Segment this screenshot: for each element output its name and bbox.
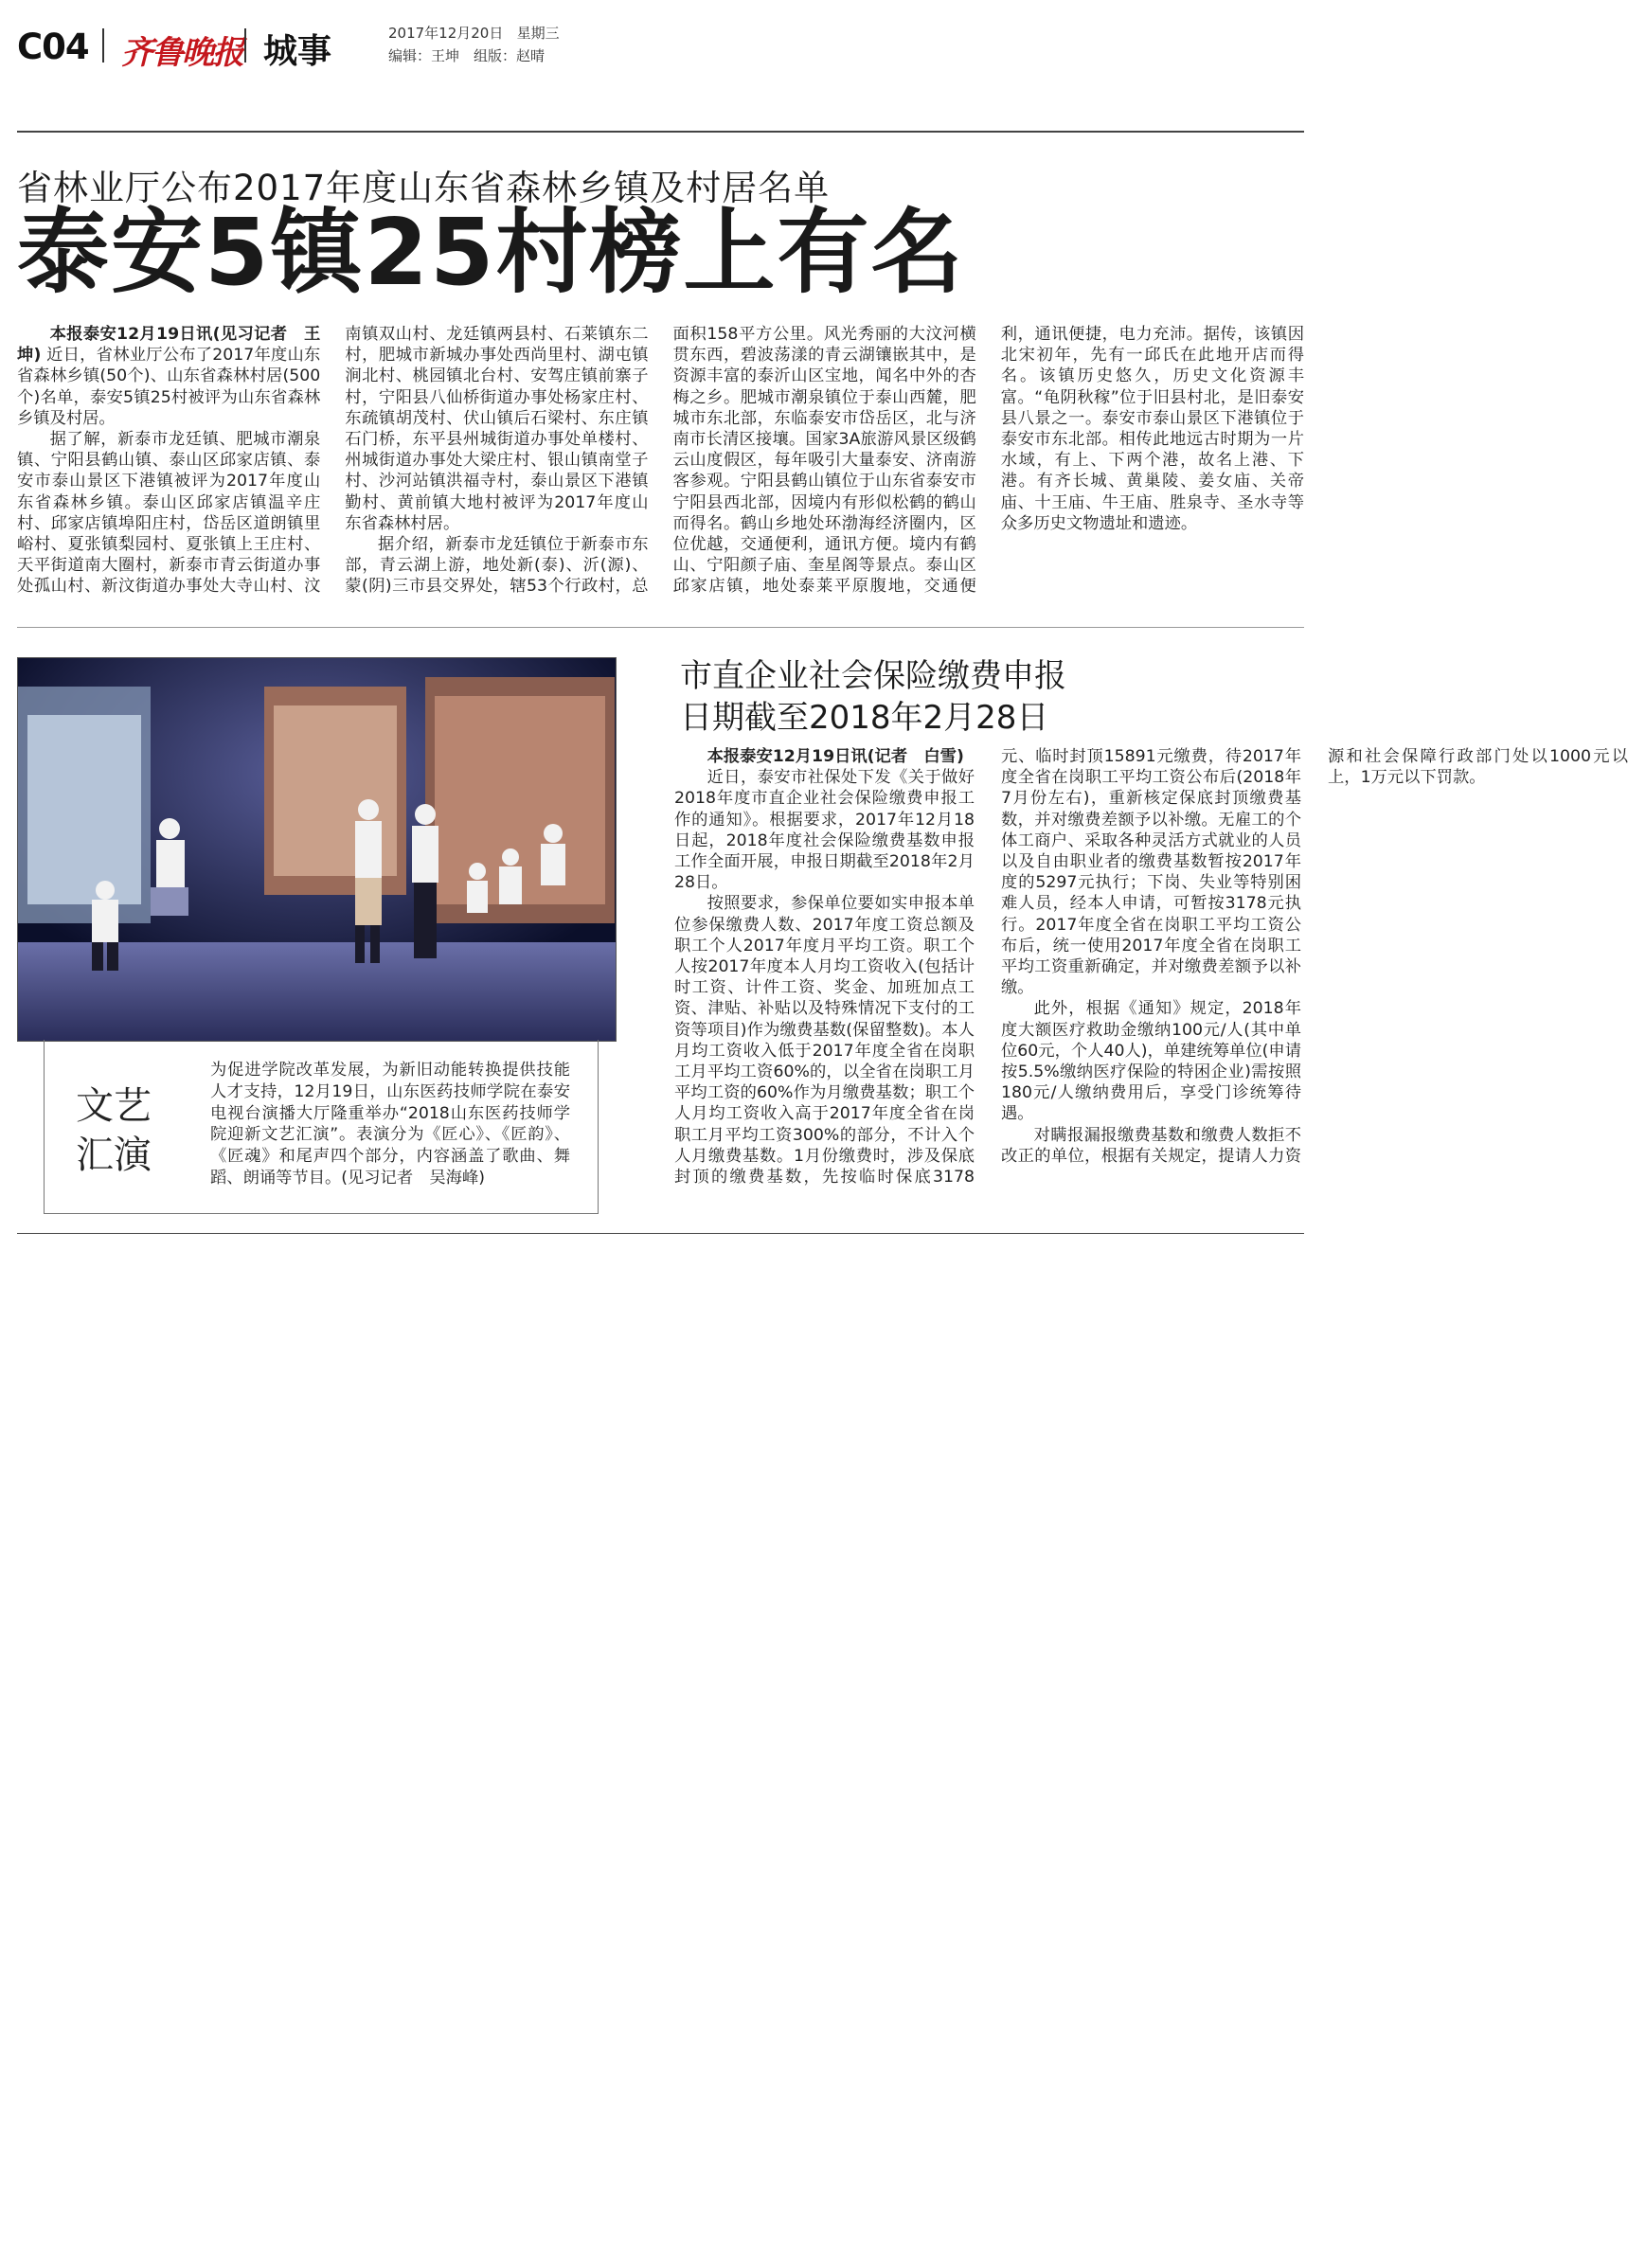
photo-caption-title: 文艺汇演 [76,1084,152,1177]
bottom-rule [17,1233,1304,1234]
date: 2017年12月20日 [388,25,504,42]
section-title: 城事 [263,32,332,71]
article2-paragraph: 对瞒报漏报缴费基数和缴费人数拒不改正的单位，根据有关规定，提请人力资源和社会保障行政部门处以1000元以上，1万元以下罚款。 [1001,747,1628,1166]
performance-photo [17,657,617,1042]
stage-illustration [18,658,616,1041]
top-rule [17,131,1304,133]
article1-paragraph: 据了解，新泰市龙廷镇、肥城市潮泉镇、宁阳县鹤山镇、泰山区邱家店镇、泰安市泰山景区下港镇被评为2017年度山东省森林乡镇。泰山区邱家店镇温辛庄村、邱家店镇埠阳庄村，岱岳区道朗镇里峪村、夏张镇梨园村、夏张镇上王庄村、天平街道南大圈村，新泰市青云街道办事处孤山村、新汶街道办事处大寺山村、汶南镇双山村、龙廷镇两县村、石莱镇东二村，肥城市新城办事处西尚里村、湖屯镇涧北村、桃园镇北台村、安驾庄镇前寨子村，宁阳县八仙桥街道办事处杨家庄村、东疏镇胡茂村、伏山镇后石梁村、东庄镇石门桥，东平县州城街道办事处单楼村、州城街道办事处大梁庄村、银山镇南堂子村、沙河站镇洪福寺村，泰山景区下港镇勤村、黄前镇大地村被评为2017年度山东省森林村居。 [17,325,649,597]
article1-lead: 近日，省林业厅公布了2017年度山东省森林乡镇(50个)、山东省森林村居(500个)名单，泰安5镇25村被评为山东省森林乡镇及村居。 [17,346,321,428]
section-rule [17,627,1304,628]
article2-text [674,746,1628,1201]
article2-title: 市直企业社会保险缴费申报 [680,657,1066,695]
article2-lead: 近日，泰安市社保处下发《关于做好2018年度市直企业社会保险缴费申报工作的通知》。根据要求，2017年12月18日起，2018年度社会保险缴费基数申报工作全面开展，申报日期截至2018年2月28日。 [674,768,975,893]
article1-byline: 本报泰安12月19日讯(见习记者 王坤) [17,325,321,366]
article-kicker: 省林业厅公布2017年度山东省森林乡镇及村居名单 [17,168,831,208]
page-number: C04 [17,27,89,67]
photo-caption: 为促进学院改革发展，为新旧动能转换提供技能人才支持，12月19日，山东医药技师学院在泰安电视台演播大厅隆重举办“2018山东医药技师学院迎新文艺汇演”。表演分为《匠心》、《匠韵》、《匠魂》和尾声四个部分，内容涵盖了歌曲、舞蹈、朗诵等节目。(见习记者 吴海峰) [210,1061,570,1188]
article1-text-col1 [17,324,1304,608]
article-headline: 泰安5镇25村榜上有名 [17,199,965,306]
article2-byline: 本报泰安12月19日讯(记者 白雪) [707,747,964,766]
newspaper-logo: 齐鲁晚报 [121,34,242,72]
editors: 编辑：王坤 组版：赵晴 [388,47,546,64]
article2-subtitle: 日期截至2018年2月28日 [680,699,1049,737]
weekday: 星期三 [516,25,560,42]
article2-paragraph: 此外，根据《通知》规定，2018年度大额医疗救助金缴纳100元/人(其中单位60元，个人40人)，单建统筹单位(申请按5.5%缴纳医疗保险的特困企业)需按照180元/人缴纳费用后，享受门诊统筹待遇。 [1001,999,1301,1124]
header-divider [102,28,104,63]
issue-date [388,23,560,43]
header-divider [244,28,246,63]
article1-paragraph: 据介绍，新泰市龙廷镇位于新泰市东部，青云湖上游，地处新(泰)、沂(源)、蒙(阴)三市县交界处，辖53个行政村，总面积158平方公里。风光秀丽的大汶河横贯东西，碧波荡漾的青云湖镶嵌其中，是资源丰富的泰沂山区宝地，闻名中外的杏梅之乡。肥城市潮泉镇位于泰山西麓，肥城市东北部，东临泰安市岱岳区，北与济南市长清区接壤。国家3A旅游风景区级鹤云山度假区，每年吸引大量泰安、济南游客参观。宁阳县鹤山镇位于山东省泰安市宁阳县西北部，因境内有形似松鹤的鹤山而得名。鹤山乡地处环渤海经济圈内，区位优越，交通便利，通讯方便。境内有鹤山、宁阳颜子庙、奎星阁等景点。泰山区邱家店镇，地处泰莱平原腹地，交通便利，通讯便捷，电力充沛。据传，该镇因北宋初年，先有一邱氏在此地开店而得名。该镇历史悠久，历史文化资源丰富。“龟阴秋稼”位于旧县村北，是旧泰安县八景之一。泰安市泰山景区下港镇位于泰安市东北部。相传此地远古时期为一片水域，有上、下两个港，故名上港、下港。有齐长城、黄巢陵、姜女庙、关帝庙、十王庙、牛王庙、胜泉寺、圣水寺等众多历史文物遗址和遗迹。 [345,325,1304,597]
article2-paragraph: 按照要求，参保单位要如实申报本单位参保缴费人数、2017年度工资总额及职工个人2017年度月平均工资。职工个人按2017年度本人月均工资收入(包括计时工资、计件工资、奖金、加班加点工资、津贴、补贴以及特殊情况下支付的工资等项目)作为缴费基数(保留整数)。本人月均工资收入低于2017年度全省在岗职工月平均工资60%的，以全省在岗职工月平均工资的60%作为月缴费基数；职工个人月均工资收入高于2017年度全省在岗职工月平均工资300%的部分，不计入个人月缴费基数。1月份缴费时，涉及保底封顶的缴费基数，先按临时保底3178元、临时封顶15891元缴费，待2017年度全省在岗职工平均工资公布后(2018年7月份左右)，重新核定保底封顶缴费基数，并对缴费差额予以补缴。无雇工的个体工商户、采取各种灵活方式就业的人员以及自由职业者的缴费基数暂按2017年度的5297元执行；下岗、失业等特别困难人员，经本人申请，可暂按3178元执行。2017年度全省在岗职工平均工资公布后，统一使用2017年度全省在岗职工平均工资重新确定，并对缴费差额予以补缴。 [674,747,1301,1188]
